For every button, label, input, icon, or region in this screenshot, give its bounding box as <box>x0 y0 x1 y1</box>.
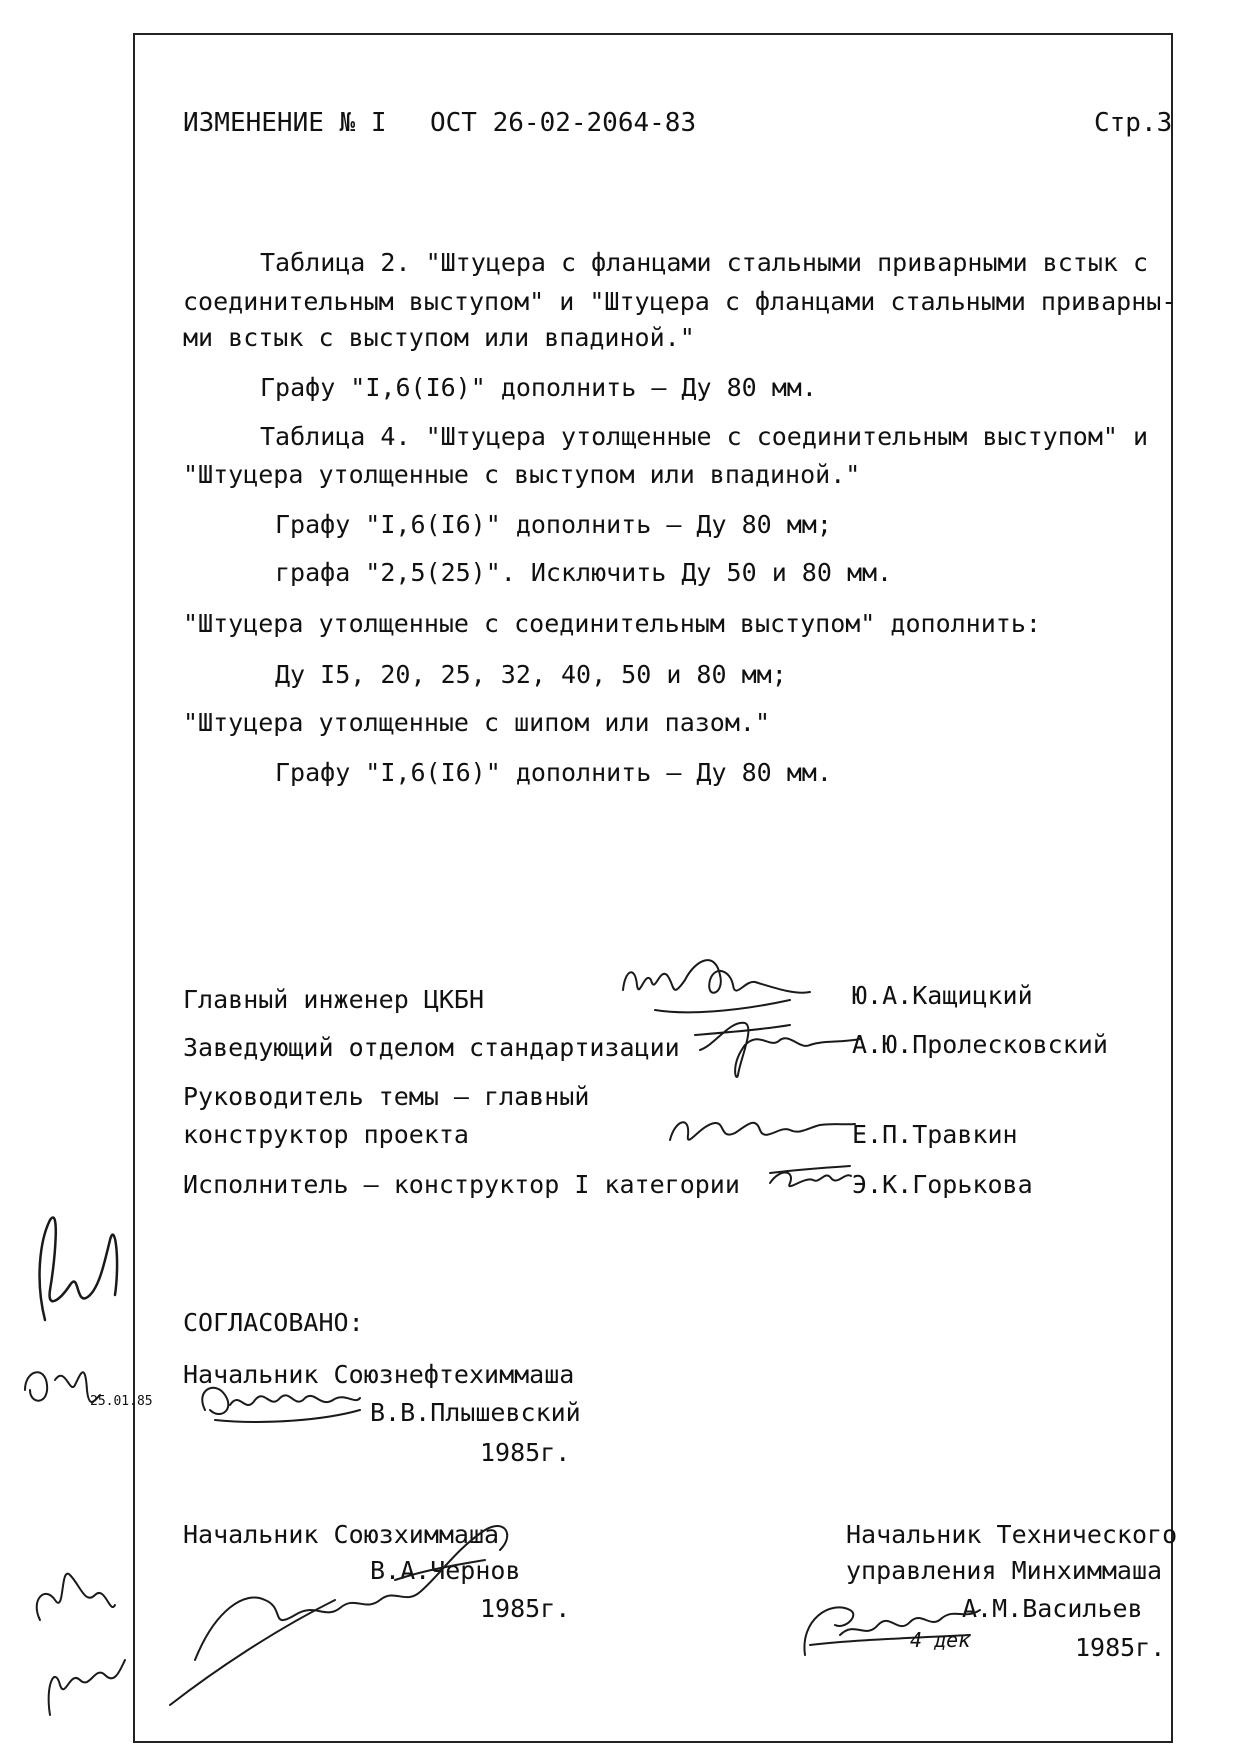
body-line-7: Графу "I,6(I6)" дополнить – Ду 80 мм; <box>275 510 832 539</box>
change-number: ИЗМЕНЕНИЕ № I <box>183 108 387 138</box>
approval-3-year: 1985г. <box>1075 1633 1166 1662</box>
signatory-1-name: Ю.А.Кащицкий <box>852 981 1033 1010</box>
signatory-4-name: Э.К.Горькова <box>852 1170 1033 1199</box>
signature-plyshevsky <box>185 1370 365 1430</box>
body-line-9: "Штуцера утолщенные с соединительным выступом" дополнить: <box>183 609 1041 638</box>
body-line-5: Таблица 4. "Штуцера утолщенные с соединительным выступом" и <box>260 422 1149 451</box>
body-line-11: "Штуцера утолщенные с шипом или пазом." <box>183 708 770 737</box>
signature-gorkova <box>765 1158 855 1198</box>
signature-proleskovsky <box>690 1005 870 1085</box>
signatory-3-name: Е.П.Травкин <box>852 1120 1018 1149</box>
body-line-10: Ду I5, 20, 25, 32, 40, 50 и 80 мм; <box>275 660 787 689</box>
body-line-2: соединительным выступом" и "Штуцера с фланцами стальными приварны- <box>183 287 1177 316</box>
approval-3-title-2: управления Минхиммаша <box>846 1556 1163 1585</box>
margin-signature-2 <box>15 1545 135 1720</box>
approval-2-year: 1985г. <box>480 1594 571 1623</box>
approval-1-year: 1985г. <box>480 1438 571 1467</box>
body-line-3: ми встык с выступом или впадиной." <box>183 323 695 352</box>
body-line-1: Таблица 2. "Штуцера с фланцами стальными приварными встык с <box>260 248 1149 277</box>
signatory-2-name: А.Ю.Пролесковский <box>852 1030 1108 1059</box>
body-line-6: "Штуцера утолщенные с выступом или впадиной." <box>183 460 861 489</box>
body-line-8: графа "2,5(25)". Исключить Ду 50 и 80 мм. <box>275 558 893 587</box>
body-line-4: Графу "I,6(I6)" дополнить – Ду 80 мм. <box>260 373 817 402</box>
signatory-4-role: Исполнитель – конструктор I категории <box>183 1170 740 1199</box>
approval-2-title: Начальник Союзхиммаша <box>183 1520 500 1549</box>
margin-date: 25.01.85 <box>90 1394 153 1409</box>
body-line-12: Графу "I,6(I6)" дополнить – Ду 80 мм. <box>275 758 832 787</box>
standard-number: ОСТ 26-02-2064-83 <box>430 108 697 138</box>
page-number: Стр.3 <box>1094 108 1173 138</box>
signature-chernov <box>155 1490 535 1710</box>
approval-heading: СОГЛАСОВАНО: <box>183 1308 364 1337</box>
approval-2-name: В.А.Чернов <box>370 1556 521 1585</box>
approval-1-name: В.В.Плышевский <box>370 1398 581 1427</box>
signatory-1-role: Главный инженер ЦКБН <box>183 985 485 1014</box>
signature-travkin <box>660 1105 860 1155</box>
margin-signature-1 <box>15 1200 135 1340</box>
margin-initials <box>15 1350 135 1430</box>
approval-3-title-1: Начальник Технического <box>846 1520 1178 1549</box>
handwritten-date-note: 4 дек <box>910 1628 971 1652</box>
signatory-3-role-2: конструктор проекта <box>183 1120 469 1149</box>
approval-3-name: А.М.Васильев <box>962 1594 1143 1623</box>
signatory-3-role-1: Руководитель темы – главный <box>183 1082 590 1111</box>
approval-1-title: Начальник Союзнефтехиммаша <box>183 1360 575 1389</box>
signatory-2-role: Заведующий отделом стандартизации <box>183 1033 680 1062</box>
